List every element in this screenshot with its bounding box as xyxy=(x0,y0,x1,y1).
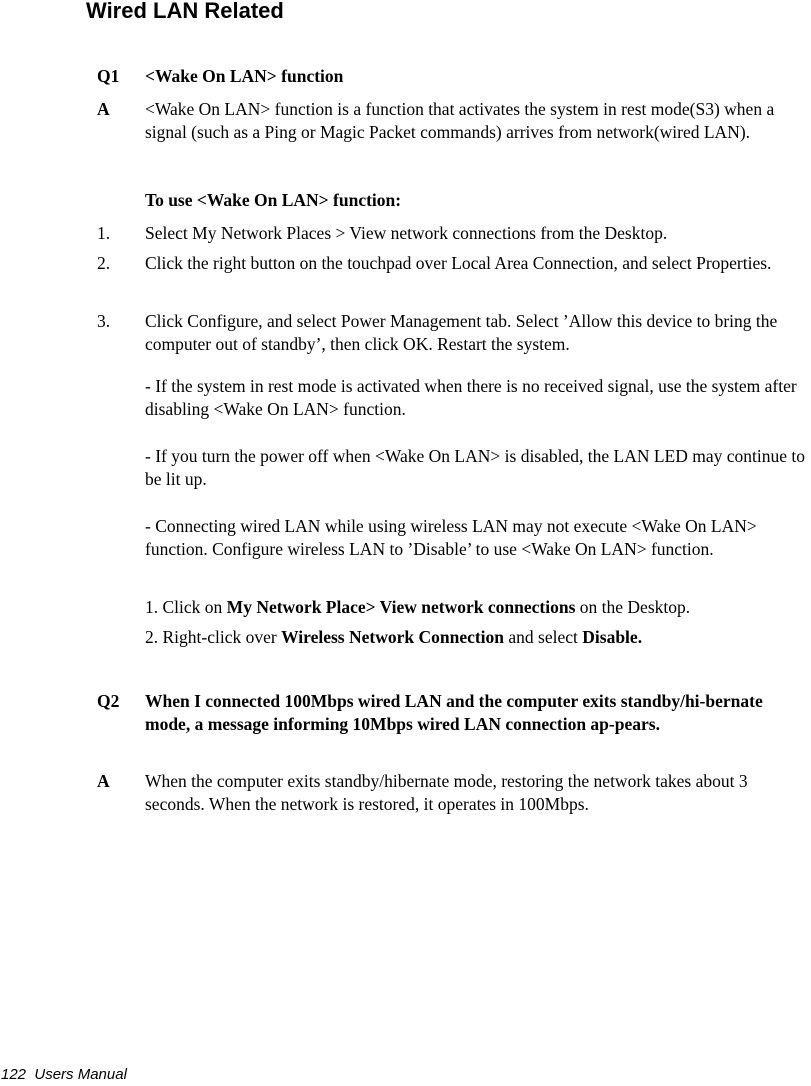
sub-step-suffix: on the Desktop. xyxy=(575,597,691,617)
q1-note-2: - If you turn the power off when <Wake On LAN> is disabled, the LAN LED may continue to be lit up. xyxy=(145,446,806,489)
step-text: Click Configure, and select Power Management tab. Select ’Allow this device to bring the computer out of standby’, then click OK. Restart the system. xyxy=(145,311,778,354)
sub-step-bold: My Network Place> View network connections xyxy=(226,597,576,617)
q2-question: When I connected 100Mbps wired LAN and the computer exits standby/hi-bernate mode, a message informing 10Mbps wired LAN connection ap-pears. xyxy=(145,691,763,734)
q1-answer-row xyxy=(97,98,811,144)
step-number: 1. xyxy=(97,223,111,243)
q2-answer-row xyxy=(97,770,811,816)
q1-label: Q1 xyxy=(97,66,120,86)
q1-subheading: To use <Wake On LAN> function: xyxy=(145,190,402,210)
q1-answer: <Wake On LAN> function is a function that activates the system in rest mode(S3) when a signal (such as a Ping or Magic Packet commands) arrives from network(wired LAN). xyxy=(145,99,775,142)
q2-question-row xyxy=(97,690,811,736)
q1-sub-step-1 xyxy=(145,596,809,619)
q2-answer-label: A xyxy=(97,771,110,791)
page-number: 122 xyxy=(1,1066,27,1083)
q1-step-3 xyxy=(97,310,811,356)
q1-sub-step-2 xyxy=(145,626,809,649)
q1-note-3: - Connecting wired LAN while using wireless LAN may not execute <Wake On LAN> function. Configure wireless LAN to ’Disable’ to use <Wake On LAN> function. xyxy=(145,516,757,559)
q1-note-1: - If the system in rest mode is activated when there is no received signal, use the system after disabling <Wake On LAN> function. xyxy=(145,376,797,419)
manual-name: Users Manual xyxy=(34,1066,127,1083)
page-footer xyxy=(1,1066,127,1084)
q1-question: <Wake On LAN> function xyxy=(145,66,344,86)
step-number: 3. xyxy=(97,311,111,331)
q1-step-1 xyxy=(97,222,811,245)
sub-step-prefix: 2. Right-click over xyxy=(145,627,282,647)
step-text: Click the right button on the touchpad over Local Area Connection, and select Properties. xyxy=(145,253,772,273)
q2-answer: When the computer exits standby/hibernate mode, restoring the network takes about 3 seconds. When the network is restored, it operates in 100Mbps. xyxy=(145,771,748,814)
sub-step-prefix: 1. Click on xyxy=(145,597,227,617)
q1-answer-label: A xyxy=(97,99,110,119)
section-title: Wired LAN Related xyxy=(86,0,284,23)
q1-step-2 xyxy=(97,252,811,275)
q1-question-row xyxy=(97,65,811,88)
step-text: Select My Network Places > View network connections from the Desktop. xyxy=(145,223,668,243)
sub-step-bold-2: Disable. xyxy=(582,627,643,647)
sub-step-bold: Wireless Network Connection xyxy=(281,627,505,647)
step-number: 2. xyxy=(97,253,111,273)
sub-step-middle: and select xyxy=(504,627,583,647)
q2-label: Q2 xyxy=(97,691,120,711)
